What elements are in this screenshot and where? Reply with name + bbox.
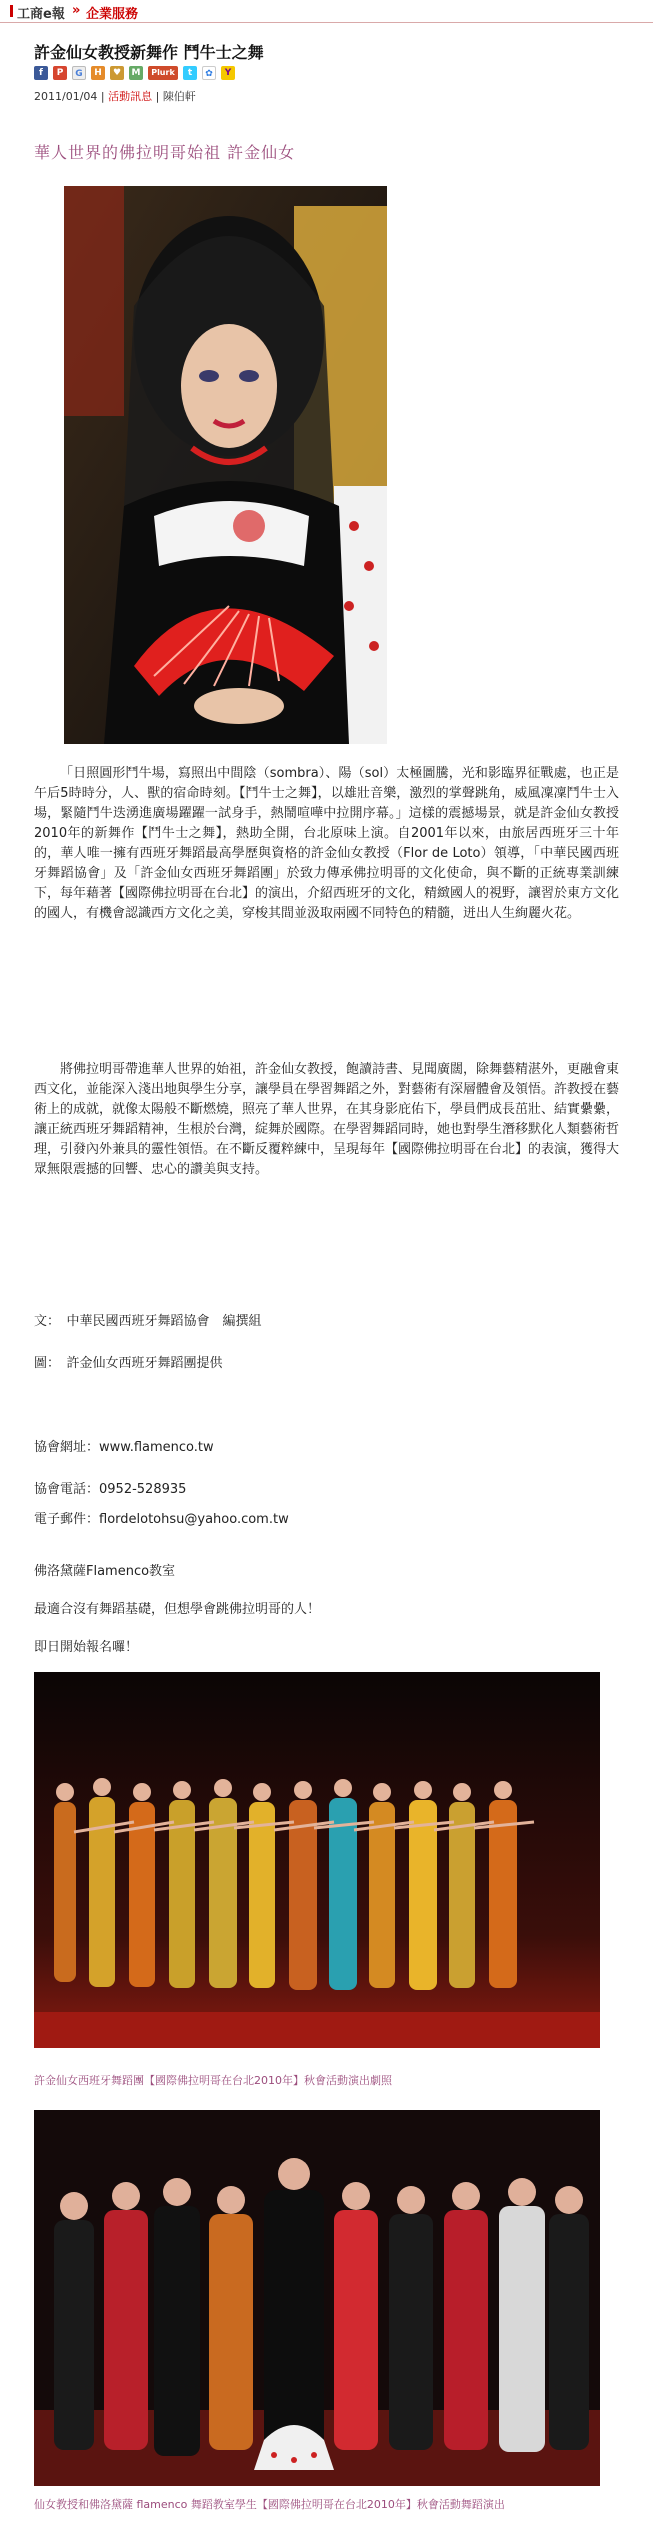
msn-icon[interactable]: ✿ [202,66,216,80]
site-header [0,0,653,23]
portrait-photo [64,186,387,744]
article-paragraph-1: 「日照圓形鬥牛場，寫照出中間陰（sombra）、陽（sol）太極圖騰，光和影臨界征戰處，也正是午后5時時分，人、獸的宿命時刻。【鬥牛士之舞】，以雄壯音樂，激烈的掌聲跳角，威風凜凜鬥牛士入場，緊隨鬥牛迭湧進廣場躍躍一試身手，熱鬧喧嘩中拉開序幕。」這樣的震撼場景，就是許金仙女教授2010年的新舞作【鬥牛士之舞】，熱助全開，台北原味上演。自2001年以來，由旅居西班牙三十年的，華人唯一擁有西班牙舞蹈最高學歷與資格的許金仙女教授（Flor de Loto）領導，「中華民國西班牙舞蹈協會」及「許金仙女西班牙舞蹈團」於致力傳承佛拉明哥的文化使命，與不斷的正統專業訓練下，每年藉著【國際佛拉明哥在台北】的演出，介紹西班牙的文化，精緻國人的視野，讓習於東方文化的國人，有機會認識西方文化之美，穿梭其間並汲取兩國不同特色的精髓，迸出人生絢麗火花。 [34,766,620,921]
school-name: 佛洛黛薩Flamenco教室 [34,1564,176,1579]
facebook-icon[interactable]: f [34,66,48,80]
breadcrumb-section-link[interactable]: 企業服務 [86,7,139,22]
myshare-icon[interactable]: M [129,66,143,80]
stage-performance-photo [34,1672,600,2048]
article-meta [34,88,196,104]
article-author: 陳伯軒 [162,90,196,103]
meta-divider: | [100,90,109,103]
article-subtitle: 華人世界的佛拉明哥始祖 許金仙女 [34,143,296,162]
share-bar [34,66,235,82]
plurk-icon[interactable]: P [53,66,67,80]
article-paragraph-2: 將佛拉明哥帶進華人世界的始祖，許金仙女教授，飽讀詩書、見聞廣闊，除舞藝精湛外，更融會東西文化，並能深入淺出地與學生分享，讓學員在學習舞蹈之外，對藝術有深層體會及領悟。許教授在藝術上的成就，就像太陽般不斷燃燒，照亮了華人世界，在其身影庇佑下，學員們成長茁壯、結實纍纍，讓正統西班牙舞蹈精神，生根於台灣，綻舞於國際。在學習舞蹈同時，她也對學生潛移默化人類藝術哲理，引發內外兼具的靈性領悟。在不斷反覆粹練中，呈現每年【國際佛拉明哥在台北】的表演，獲得大眾無限震撼的回響、忠心的讚美與支持。 [34,1062,620,1177]
stage-illustration [34,1672,600,2048]
portrait-illustration [64,186,387,744]
yahoo-icon[interactable]: Y [221,66,235,80]
photo-caption-2: 仙女教授和佛洛黛薩 flamenco 舞蹈教室學生【國際佛拉明哥在台北2010年】秋會活動舞蹈演出 [34,2498,505,2511]
hemidemi-icon[interactable]: H [91,66,105,80]
association-phone: 協會電話：0952-528935 [34,1482,187,1497]
class-performance-photo [34,2110,600,2486]
header-accent-bar [10,5,13,17]
photo-caption-1: 許金仙女西班牙舞蹈團【國際佛拉明哥在台北2010年】秋會活動演出劇照 [34,2074,392,2087]
breadcrumb-separator: » [72,3,81,18]
plurk-text-icon[interactable]: Plurk [148,66,178,80]
article-category-link[interactable]: 活動訊息 [108,90,153,103]
text-credit: 文： 中華民國西班牙舞蹈協會 編撰組 [34,1314,262,1329]
meta-divider: | [155,90,163,103]
photo-credit: 圖： 許金仙女西班牙舞蹈團提供 [34,1356,223,1371]
article-date: 2011/01/04 [34,90,98,103]
site-brand[interactable]: 工商e報 [17,7,65,22]
article-title: 許金仙女教授新舞作 鬥牛士之舞 [34,43,264,62]
funp-icon[interactable]: ♥ [110,66,124,80]
association-email[interactable]: 電子郵件：flordelotohsu@yahoo.com.tw [34,1512,289,1527]
signup-notice: 即日開始報名囉！ [34,1640,139,1655]
association-website[interactable]: 協會網址：www.flamenco.tw [34,1440,214,1455]
class-illustration [34,2110,600,2486]
twitter-icon[interactable]: t [183,66,197,80]
school-slogan: 最適合沒有舞蹈基礎，但想學會跳佛拉明哥的人！ [34,1602,321,1617]
google-icon[interactable]: G [72,66,86,80]
